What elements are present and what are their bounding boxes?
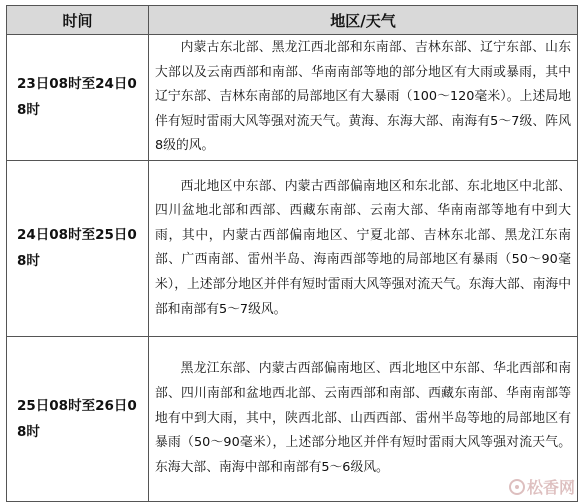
time-period-cell: 23日08时至24日08时	[7, 35, 149, 161]
table-row	[7, 160, 578, 336]
time-period-cell: 25日08时至26日08时	[7, 336, 149, 501]
table-row	[7, 35, 578, 161]
watermark-logo-icon	[509, 479, 525, 495]
table-header-row	[7, 6, 578, 35]
header-time: 时间	[7, 6, 149, 35]
time-period-cell: 24日08时至25日08时	[7, 160, 149, 336]
header-region-weather: 地区/天气	[149, 6, 578, 35]
table-row	[7, 336, 578, 501]
weather-description-cell: 内蒙古东北部、黑龙江西北部和东南部、吉林东部、辽宁东部、山东大部以及云南西部和南部、华南南部等地的部分地区有大雨或暴雨，其中辽宁东部、吉林东南部的局部地区有大暴雨（100～120毫米）。上述局地伴有短时雷雨大风等强对流天气。黄海、东海大部、南海有5～7级、阵风8级的风。	[149, 35, 578, 161]
watermark	[509, 475, 575, 498]
watermark-text: 松香网	[526, 478, 575, 497]
forecast-table	[6, 5, 578, 502]
weather-description-cell: 黑龙江东部、内蒙古西部偏南地区、西北地区中东部、华北西部和南部、四川南部和盆地西北部、云南西部和南部、西藏东南部、华南南部等地有中到大雨，其中，陕西北部、山西西部、雷州半岛等地的局部地区有暴雨（50～90毫米），上述部分地区并伴有短时雷雨大风等强对流天气。东海大部、南海中部和南部有5～6级风。	[149, 336, 578, 501]
weather-description-cell: 西北地区中东部、内蒙古西部偏南地区和东北部、东北地区中北部、四川盆地北部和西部、西藏东南部、云南大部、华南南部等地有中到大雨，其中，内蒙古西部偏南地区、宁夏北部、吉林东北部、黑龙江东南部、广西南部、雷州半岛、海南西部等地的局部地区有暴雨（50～90毫米），上述部分地区并伴有短时雷雨大风等强对流天气。东海大部、南海中部和南部有5～7级风。	[149, 160, 578, 336]
